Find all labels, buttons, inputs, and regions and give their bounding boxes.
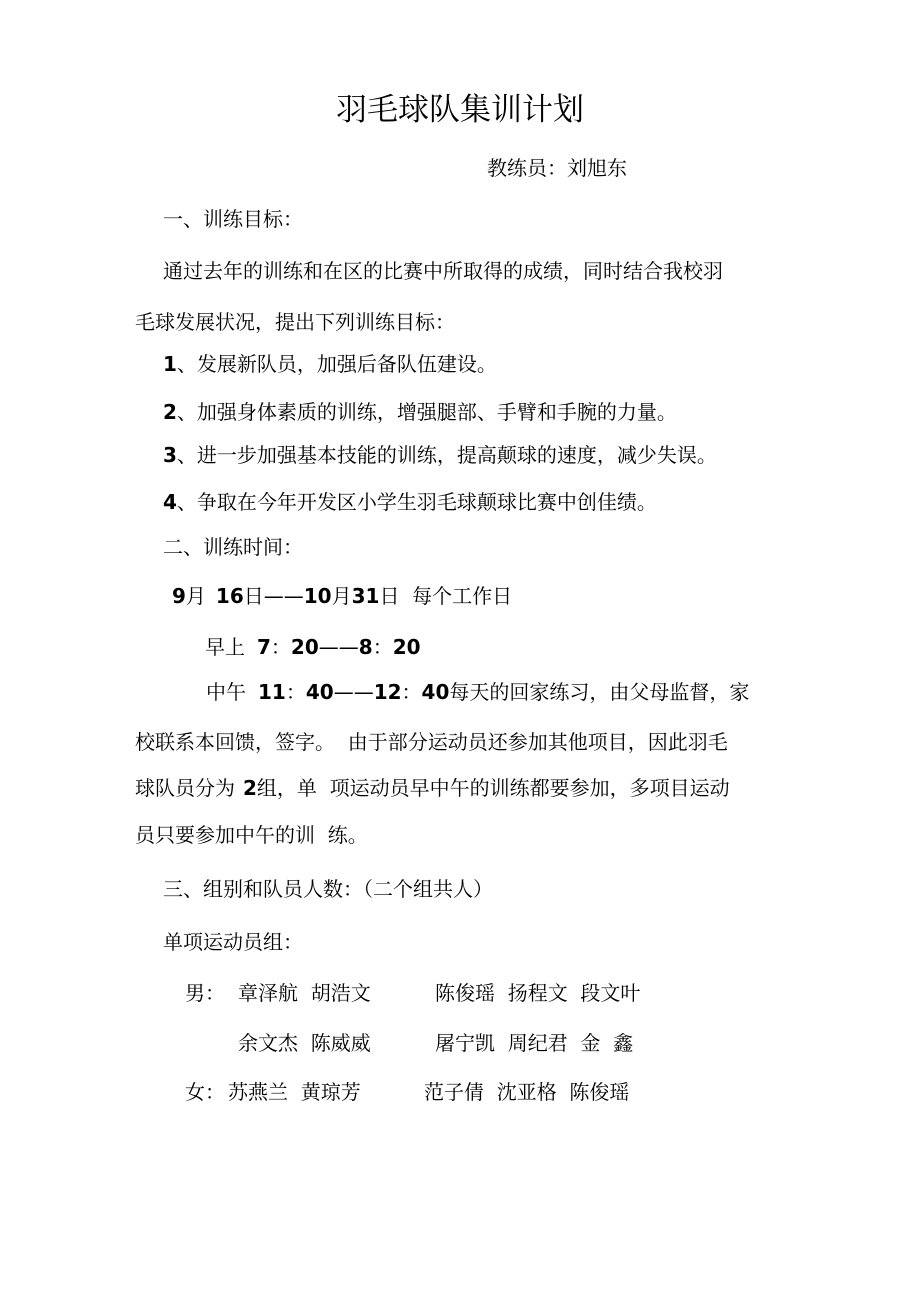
morning-time [205,635,421,659]
time-colon: ： [270,635,291,659]
coach-line: 教练员：刘旭东 [487,156,627,180]
goal-item [163,352,497,376]
document-title: 羽毛球队集训计划 [336,92,584,128]
male-label: 男： [185,981,225,1005]
training-dates [172,584,512,608]
goal-text: 、加强身体素质的训练，增强腿部、手臂和手腕的力量。 [176,400,677,424]
date-number: 16 [215,584,244,608]
time-number: 40 [305,680,334,704]
female-label: 女： [185,1080,225,1104]
dash: —— [318,635,359,659]
time-number: 40 [421,680,450,704]
intro-line-2: 毛球发展状况，提出下列训练目标： [135,310,455,334]
paragraph-text: 组，单 项运动员早中午的训练都要参加，多项目运动 [256,776,730,800]
time-number: 8 [358,635,373,659]
male-names-right: 屠宁凯 周纪君 金 鑫 [435,1031,634,1055]
paragraph-line-2: 校联系本回馈，签字。 由于部分运动员还参加其他项目，因此羽毛 [135,730,728,754]
goal-item [163,443,717,467]
date-number: 10 [303,584,332,608]
female-names-left: 苏燕兰 黄琼芳 [228,1080,361,1104]
time-colon: ： [401,680,422,704]
section3-heading: 三、组别和队员人数：（二个组共人） [163,877,493,901]
dash: —— [263,584,304,608]
time-number: 12 [373,680,402,704]
goal-number: 3 [163,443,177,467]
male-names-left: 章泽航 胡浩文 [238,981,371,1005]
paragraph-text: 球队员分为 [135,776,235,800]
goal-text: 、发展新队员，加强后备队伍建设。 [176,352,497,376]
time-number: 7 [257,635,271,659]
section2-heading: 二、训练时间： [163,535,303,559]
goal-text: 、进一步加强基本技能的训练，提高颠球的速度，减少失误。 [176,443,717,467]
noon-time-line [206,680,749,704]
female-names-right: 范子倩 沈亚格 陈俊瑶 [424,1080,630,1104]
goal-text: 、争取在今年开发区小学生羽毛球颠球比赛中创佳绩。 [176,490,657,514]
male-names-left: 余文杰 陈威威 [238,1031,371,1055]
time-number: 20 [290,635,319,659]
section1-heading: 一、训练目标： [163,207,303,231]
time-number: 20 [392,635,421,659]
group-label: 单项运动员组： [163,930,303,954]
dash: —— [333,680,374,704]
goal-number: 4 [163,490,177,514]
goal-number: 1 [163,352,177,376]
time-number: 11 [258,680,286,704]
time-colon: ： [372,635,393,659]
time-label: 早上 [205,635,245,659]
group-count: 2 [243,776,257,800]
date-number: 31 [351,584,380,608]
noon-description: 每天的回家练习，由父母监督，家 [449,680,750,704]
goal-item [163,400,677,424]
intro-line-1: 通过去年的训练和在区的比赛中所取得的成绩，同时结合我校羽 [163,259,723,283]
time-colon: ： [285,680,306,704]
date-unit: 日 [243,584,264,608]
male-names-right: 陈俊瑶 扬程文 段文叶 [435,981,641,1005]
date-suffix: 日 每个工作日 [379,584,513,608]
date-unit: 月 [331,584,352,608]
paragraph-line-4: 员只要参加中午的训 练。 [135,823,368,847]
date-unit: 月 [185,584,206,608]
time-label: 中午 [206,680,246,704]
paragraph-line-3 [135,776,730,800]
goal-number: 2 [163,400,177,424]
date-number: 9 [172,584,186,608]
goal-item [163,490,657,514]
